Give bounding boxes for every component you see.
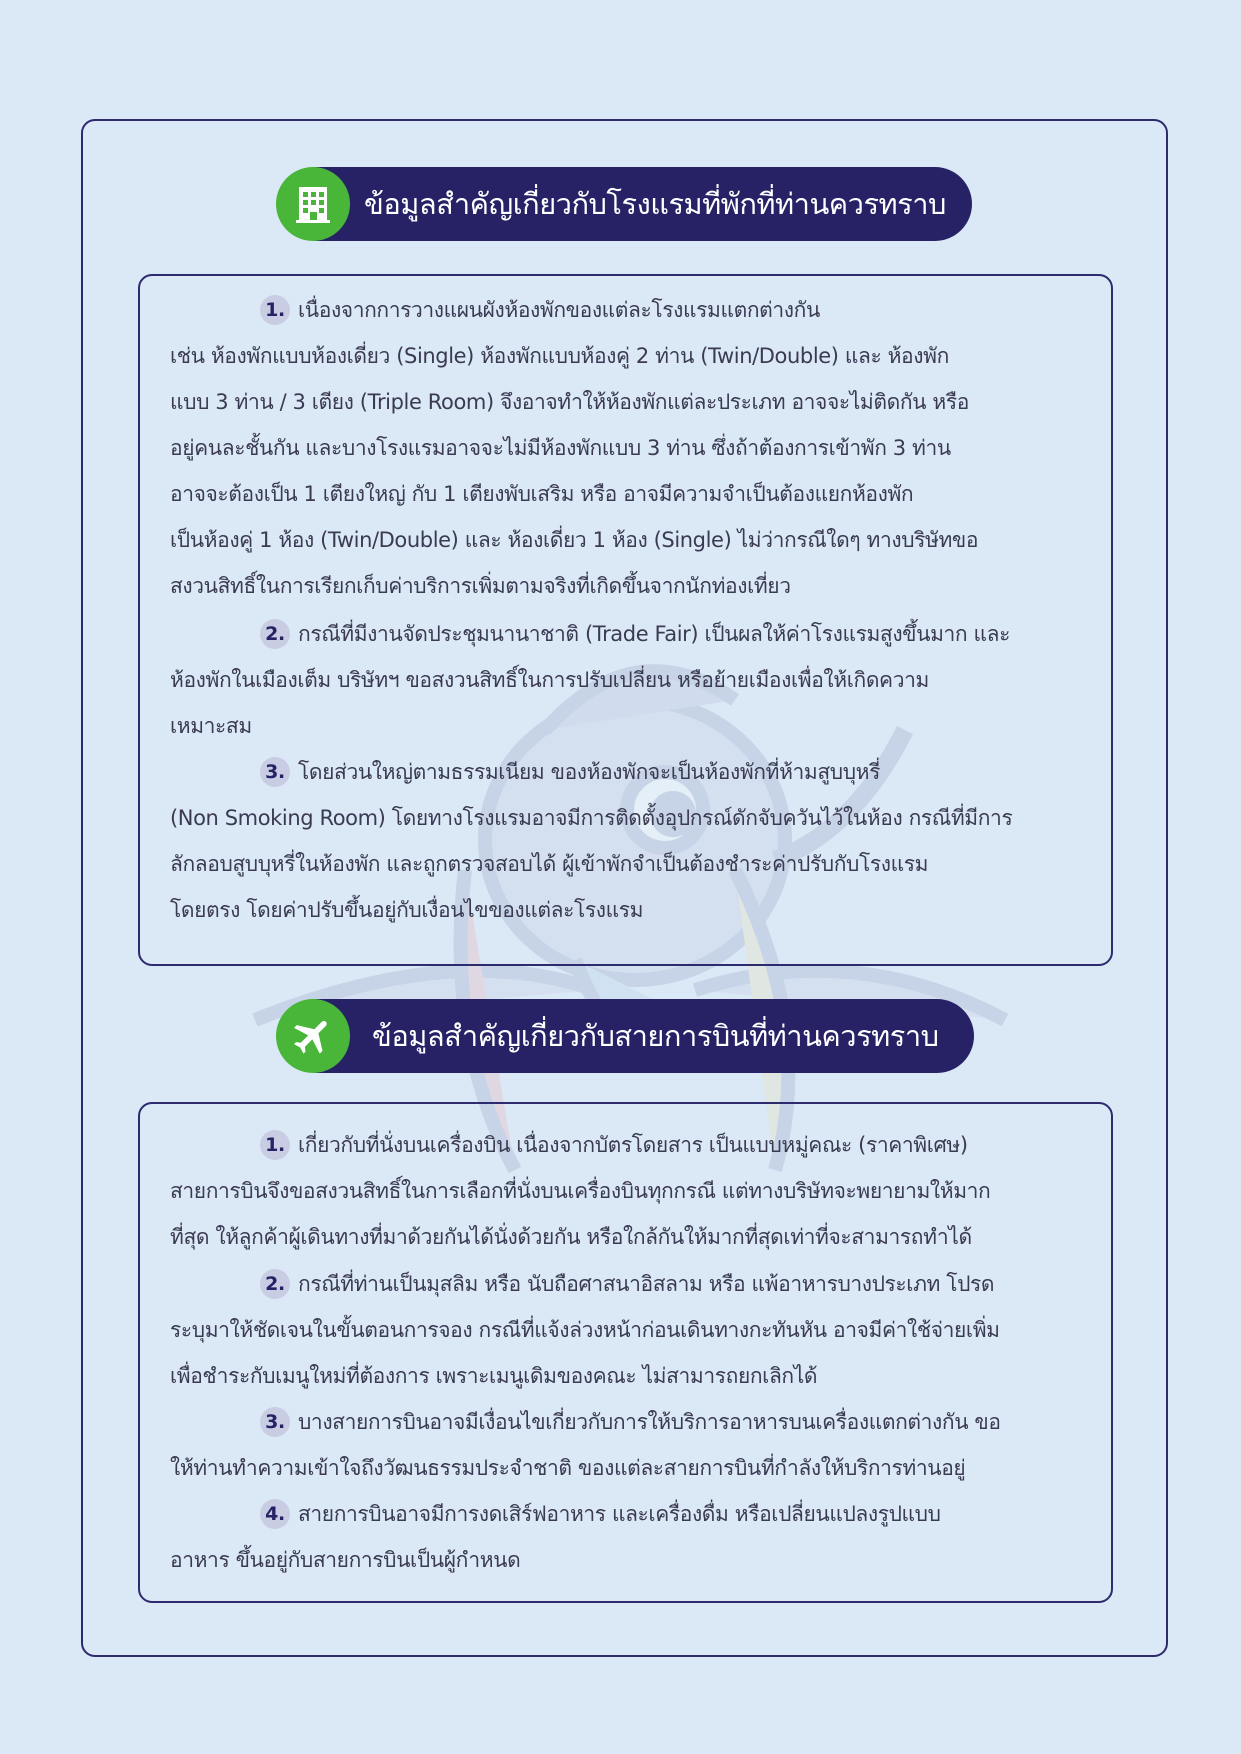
hotel-item-1: [170, 287, 1090, 609]
hotel-item-2-line-3: เหมาะสม: [170, 714, 252, 738]
hotel-section-title: ข้อมูลสำคัญเกี่ยวกับโรงแรมที่พักที่ท่านควรทราบ: [364, 187, 946, 221]
airplane-icon: [290, 1013, 336, 1059]
building-icon-badge: [276, 167, 350, 241]
item-number: 3.: [260, 757, 290, 787]
item-number: 2.: [260, 619, 290, 649]
airline-item-1-line-1: เกี่ยวกับที่นั่งบนเครื่องบิน เนื่องจากบัตรโดยสาร เป็นแบบหมู่คณะ (ราคาพิเศษ): [298, 1133, 968, 1157]
hotel-item-1-line-1: เนื่องจากการวางแผนผังห้องพักของแต่ละโรงแรมแตกต่างกัน: [298, 298, 820, 322]
item-number: 4.: [260, 1499, 290, 1529]
item-number: 1.: [260, 1130, 290, 1160]
hotel-item-1-line-3: แบบ 3 ท่าน / 3 เตียง (Triple Room) จึงอาจทำให้ห้องพักแต่ละประเภท อาจจะไม่ติดกัน หรือ: [170, 390, 969, 414]
hotel-item-3-line-4: โดยตรง โดยค่าปรับขึ้นอยู่กับเงื่อนไขของแต่ละโรงแรม: [170, 898, 644, 922]
hotel-item-3-line-1: โดยส่วนใหญ่ตามธรรมเนียม ของห้องพักจะเป็นห้องพักที่ห้ามสูบบุหรี่: [298, 760, 880, 784]
hotel-item-3-line-2: (Non Smoking Room) โดยทางโรงแรมอาจมีการติดตั้งอุปกรณ์ดักจับควันไว้ในห้อง กรณีที่มีการ: [170, 806, 1013, 830]
airline-item-4: [170, 1491, 1090, 1583]
airline-item-3-line-2: ให้ท่านทำความเข้าใจถึงวัฒนธรรมประจำชาติ ของแต่ละสายการบินที่กำลังให้บริการท่านอยู่: [170, 1456, 966, 1480]
airline-item-1-line-2: สายการบินจึงขอสงวนสิทธิ์ในการเลือกที่นั่งบนเครื่องบินทุกกรณี แต่ทางบริษัทจะพยายามให้มาก: [170, 1179, 991, 1203]
item-number: 1.: [260, 295, 290, 325]
airline-item-2: [170, 1261, 1090, 1399]
item-number: 2.: [260, 1269, 290, 1299]
hotel-item-2-line-2: ห้องพักในเมืองเต็ม บริษัทฯ ขอสงวนสิทธิ์ในการปรับเปลี่ยน หรือย้ายเมืองเพื่อให้เกิดความ: [170, 668, 929, 692]
airplane-icon-badge: [276, 999, 350, 1073]
airline-item-4-line-2: อาหาร ขึ้นอยู่กับสายการบินเป็นผู้กำหนด: [170, 1548, 521, 1572]
airline-item-2-line-1: กรณีที่ท่านเป็นมุสลิม หรือ นับถือศาสนาอิสลาม หรือ แพ้อาหารบางประเภท โปรด: [298, 1272, 995, 1296]
airline-item-4-line-1: สายการบินอาจมีการงดเสิร์ฟอาหาร และเครื่องดื่ม หรือเปลี่ยนแปลงรูปแบบ: [298, 1502, 941, 1526]
hotel-item-1-line-2: เช่น ห้องพักแบบห้องเดี่ยว (Single) ห้องพักแบบห้องคู่ 2 ท่าน (Twin/Double) และ ห้องพัก: [170, 344, 949, 368]
hotel-item-3: [170, 749, 1090, 933]
hotel-item-1-line-6: เป็นห้องคู่ 1 ห้อง (Twin/Double) และ ห้องเดี่ยว 1 ห้อง (Single) ไม่ว่ากรณีใดๆ ทางบริษัทขอ: [170, 528, 979, 552]
hotel-item-1-line-7: สงวนสิทธิ์ในการเรียกเก็บค่าบริการเพิ่มตามจริงที่เกิดขึ้นจากนักท่องเที่ยว: [170, 574, 791, 598]
hotel-section-header: [280, 167, 972, 241]
airline-item-3-line-1: บางสายการบินอาจมีเงื่อนไขเกี่ยวกับการให้บริการอาหารบนเครื่องแตกต่างกัน ขอ: [298, 1410, 1001, 1434]
airline-item-2-line-2: ระบุมาให้ชัดเจนในขั้นตอนการจอง กรณีที่แจ้งล่วงหน้าก่อนเดินทางกะทันหัน อาจมีค่าใช้จ่ายเพิ่ม: [170, 1318, 1000, 1342]
hotel-item-3-line-3: ลักลอบสูบบุหรี่ในห้องพัก และถูกตรวจสอบได้ ผู้เข้าพักจำเป็นต้องชำระค่าปรับกับโรงแรม: [170, 852, 929, 876]
item-number: 3.: [260, 1407, 290, 1437]
building-icon: [294, 184, 332, 224]
hotel-item-2: [170, 611, 1090, 749]
airline-item-2-line-3: เพื่อชำระกับเมนูใหม่ที่ต้องการ เพราะเมนูเดิมของคณะ ไม่สามารถยกเลิกได้: [170, 1364, 818, 1388]
hotel-item-1-line-4: อยู่คนละชั้นกัน และบางโรงแรมอาจจะไม่มีห้องพักแบบ 3 ท่าน ซึ่งถ้าต้องการเข้าพัก 3 ท่าน: [170, 436, 951, 460]
airline-section-header: [280, 999, 974, 1073]
airline-item-3: [170, 1399, 1090, 1491]
hotel-item-1-line-5: อาจจะต้องเป็น 1 เตียงใหญ่ กับ 1 เตียงพับเสริม หรือ อาจมีความจำเป็นต้องแยกห้องพัก: [170, 482, 914, 506]
airline-section-title: ข้อมูลสำคัญเกี่ยวกับสายการบินที่ท่านควรทราบ: [372, 1019, 939, 1053]
airline-item-1: [170, 1122, 1090, 1260]
hotel-item-2-line-1: กรณีที่มีงานจัดประชุมนานาชาติ (Trade Fair) เป็นผลให้ค่าโรงแรมสูงขึ้นมาก และ: [298, 622, 1010, 646]
airline-item-1-line-3: ที่สุด ให้ลูกค้าผู้เดินทางที่มาด้วยกันได้นั่งด้วยกัน หรือใกล้กันให้มากที่สุดเท่าที่จะสามารถทำได้: [170, 1225, 972, 1249]
